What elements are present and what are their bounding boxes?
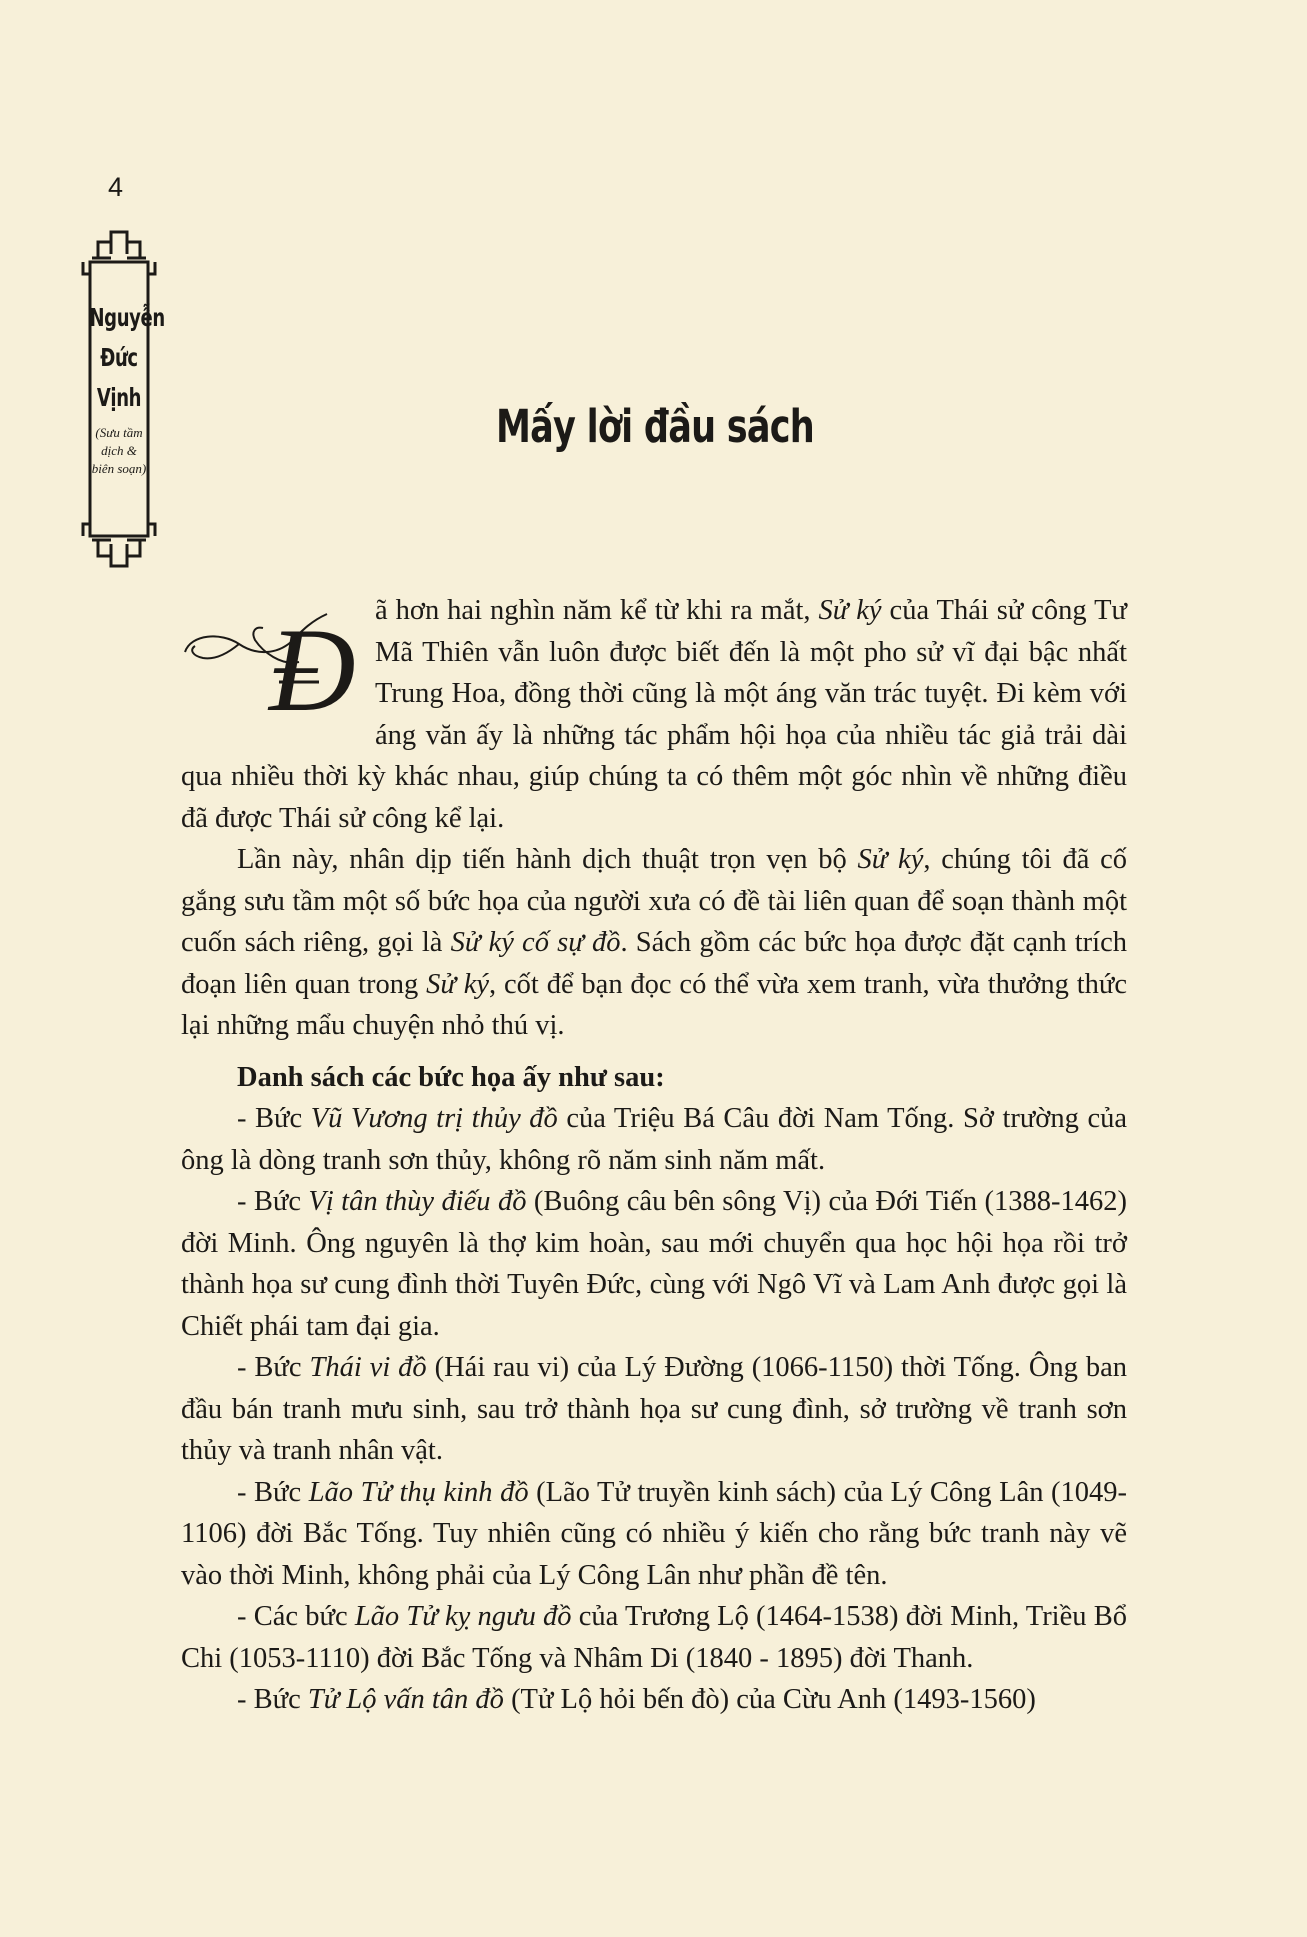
author-ornament-frame <box>78 228 165 570</box>
painting-title-emphasis: Thái vi đồ <box>309 1352 427 1383</box>
text-run: (Tử Lộ hỏi bến đò) của Cừu Anh (1493-1560) <box>503 1684 1036 1715</box>
list-heading: Danh sách các bức họa ấy như sau: <box>237 1061 665 1093</box>
author-role-line-1: (Sưu tầm <box>95 425 143 440</box>
painting-title-emphasis: Vũ Vương trị thủy đồ <box>310 1103 558 1134</box>
author-name-line-1: Nguyễn <box>89 303 165 332</box>
book-title-emphasis: Sử ký cố sự đồ <box>450 927 621 958</box>
list-item <box>181 1472 1127 1597</box>
text-run: (Buông câu bên sông Vị) của Đới Tiến (1388-1462) đời Minh. Ông nguyên là thợ kim hoàn, sau mới chuyển qua học hội họa rồi trở thành họa sư cung đình thời Tuyên Đức, cùng với Ngô Vĩ và Lam Anh được gọi là Chiết phái tam đại gia. <box>181 1186 1127 1342</box>
text-run: - Bức <box>237 1103 311 1134</box>
drop-cap-letter: Đ <box>269 603 356 716</box>
list-item <box>181 1596 1127 1679</box>
page-number: 4 <box>108 172 124 202</box>
text-run: - Bức <box>237 1186 309 1217</box>
text-run: , cốt để bạn đọc có thể vừa xem tranh, vừa thưởng thức lại những mẩu chuyện nhỏ thú vị. <box>181 968 1127 1041</box>
book-title-emphasis: Sử ký <box>857 844 924 875</box>
author-role-line-2: dịch & <box>101 443 137 458</box>
text-run: . Sách gồm các bức họa được đặt cạnh trích đoạn liên quan trong <box>181 927 1127 1000</box>
painting-title-emphasis: Lão Tử thụ kinh đồ <box>308 1476 529 1508</box>
text-run: (Lão Tử truyền kinh sách) của Lý Công Lân (1049-1106) đời Bắc Tống. Tuy nhiên cũng có nhiều ý kiến cho rằng bức tranh này vẽ vào thời Minh, không phải của Lý Công Lân như phần đề tên. <box>181 1476 1127 1591</box>
text-run: của Trương Lộ (1464-1538) đời Minh, Triều Bổ Chi (1053-1110) đời Bắc Tống và Nhâm Di (1840 - 1895) đời Thanh. <box>181 1601 1127 1674</box>
text-run: - Bức <box>237 1476 309 1508</box>
painting-title-emphasis: Vị tân thùy điếu đồ <box>308 1186 527 1217</box>
text-run: (Hái rau vi) của Lý Đường (1066-1150) thời Tống. Ông ban đầu bán tranh mưu sinh, sau trở thành họa sư cung đình, sở trường về tranh sơn thủy và tranh nhân vật. <box>181 1352 1127 1466</box>
text-run: - Các bức <box>237 1601 355 1632</box>
painting-title-emphasis: Lão Tử kỵ ngưu đồ <box>354 1601 572 1632</box>
text-run: - Bức <box>237 1352 310 1383</box>
list-item <box>181 1181 1127 1347</box>
chapter-title: Mấy lời đầu sách <box>495 400 815 453</box>
text-run: - Bức <box>237 1684 308 1715</box>
book-title-emphasis: Sử ký <box>426 968 490 1000</box>
text-run: , chúng tôi đã cố gắng sưu tầm một số bức họa của người xưa có đề tài liên quan để soạn thành một cuốn sách riêng, gọi là <box>181 844 1127 958</box>
body-text <box>181 590 1127 1721</box>
text-run: Lần này, nhân dịp tiến hành dịch thuật trọn vẹn bộ <box>237 844 858 875</box>
text-run: của Triệu Bá Câu đời Nam Tống. Sở trường của ông là dòng tranh sơn thủy, không rõ năm sinh năm mất. <box>181 1103 1127 1176</box>
list-item <box>181 1098 1127 1181</box>
list-item <box>181 1679 1127 1721</box>
author-name-line-2: Đức <box>100 343 138 372</box>
book-title-emphasis: Sử ký <box>818 595 882 626</box>
text-run: ã hơn hai nghìn năm kể từ khi ra mắt, <box>375 595 819 626</box>
drop-cap <box>181 592 373 716</box>
list-item <box>181 1347 1127 1472</box>
painting-title-emphasis: Tử Lộ vấn tân đồ <box>307 1684 504 1715</box>
author-role-line-3: biên soạn) <box>91 461 147 476</box>
intro-paragraph-2 <box>181 839 1127 1047</box>
drop-cap-flourish-icon <box>181 592 373 716</box>
author-name-line-3: Vịnh <box>96 383 142 412</box>
text-run: của Thái sử công Tư Mã Thiên vẫn luôn được biết đến là một pho sử vĩ đại bậc nhất Trung Hoa, đồng thời cũng là một áng văn trác tuyệt. Đi kèm với áng văn ấy là những tác phẩm hội họa của nhiều tác giả trải dài qua nhiều thời kỳ khác nhau, giúp chúng ta có thêm một góc nhìn về những điều đã được Thái sử công kể lại. <box>181 595 1127 834</box>
